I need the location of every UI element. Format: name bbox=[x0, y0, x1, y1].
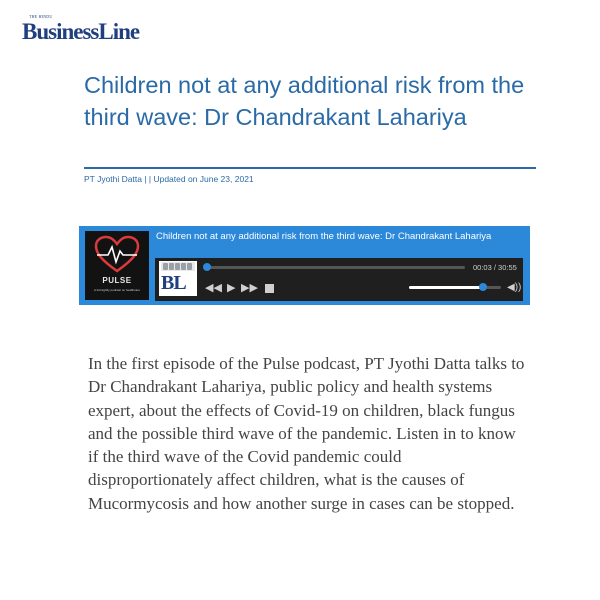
brand-name: BusinessLine bbox=[22, 19, 140, 44]
progress-knob[interactable] bbox=[203, 263, 211, 271]
article-byline: PT Jyothi Datta | | Updated on June 23, 2021 bbox=[84, 174, 254, 184]
speaker-icon[interactable]: ◀)) bbox=[507, 282, 522, 293]
article-body: In the first episode of the Pulse podcast, PT Jyothi Datta talks to Dr Chandrakant Lahariya, public policy and health systems expert, about the effects of Covid-19 on children, black fungus and the possible third wave of the pandemic. Listen in to know if the third wave of the Covid pandemic could disproportionately affect children, what is the causes of Mucormycosis and how another surge in cases can be stopped. bbox=[88, 354, 525, 513]
volume-fill bbox=[409, 286, 483, 289]
rewind-icon[interactable]: ◀◀ bbox=[205, 282, 222, 294]
podcast-cover-art bbox=[85, 231, 149, 300]
episode-title: Children not at any additional risk from the third wave: Dr Chandrakant Lahariya bbox=[156, 231, 492, 242]
cover-subtitle: A fortnightly podcast on healthcare bbox=[93, 288, 141, 292]
play-icon[interactable]: ▶ bbox=[227, 282, 236, 294]
time-display: 00:03 / 30:55 bbox=[473, 263, 517, 272]
player-controls-bar bbox=[155, 258, 523, 301]
stop-icon[interactable] bbox=[265, 284, 274, 293]
article-headline: Children not at any additional risk from the third wave: Dr Chandrakant Lahariya bbox=[84, 72, 525, 130]
episode-thumbnail bbox=[159, 261, 197, 296]
brand-top-text: THE HINDU bbox=[29, 14, 53, 19]
headline-rule bbox=[84, 167, 536, 169]
progress-track[interactable] bbox=[203, 266, 465, 269]
thumbnail-logo: BL bbox=[161, 272, 186, 294]
fast-forward-icon[interactable]: ▶▶ bbox=[241, 282, 258, 294]
brand-logo[interactable] bbox=[22, 14, 182, 44]
heart-pulse-icon bbox=[93, 235, 141, 275]
cover-title: PULSE bbox=[102, 276, 132, 285]
thumbnail-faces-strip bbox=[161, 262, 195, 271]
volume-knob[interactable] bbox=[479, 283, 487, 291]
podcast-player bbox=[79, 226, 530, 305]
volume-track[interactable] bbox=[409, 286, 501, 289]
